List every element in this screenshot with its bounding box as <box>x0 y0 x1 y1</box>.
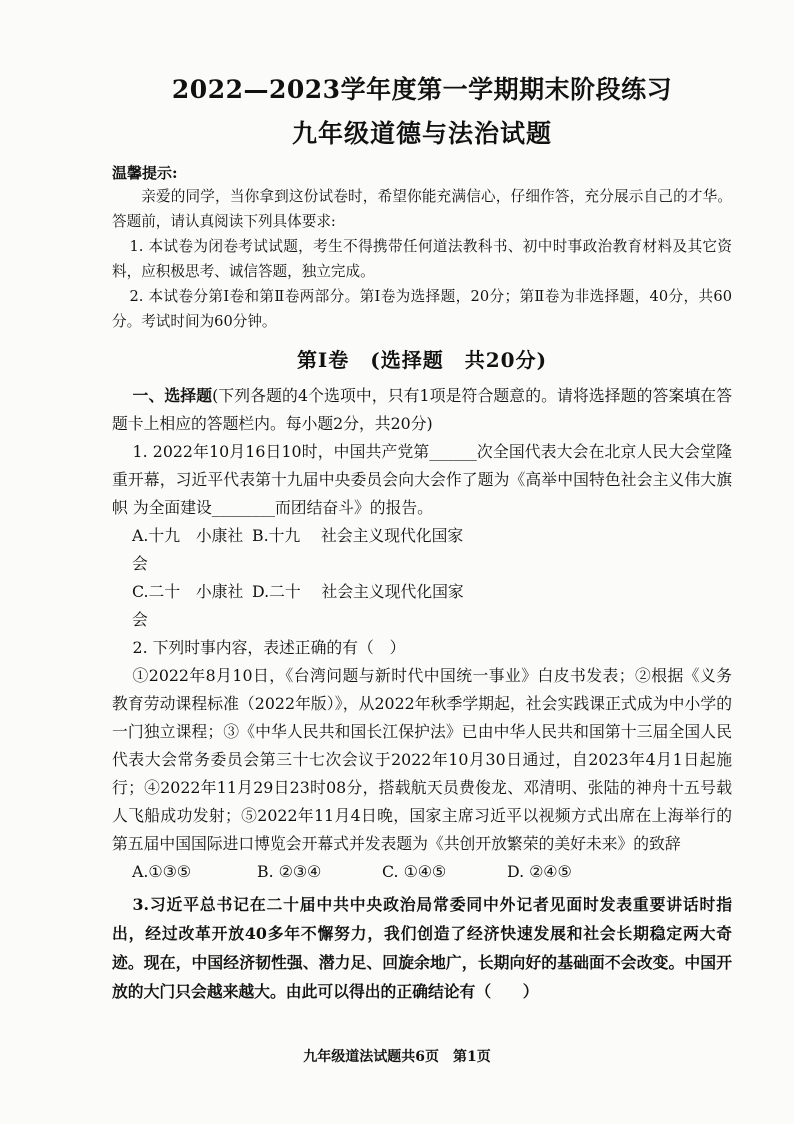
question-2 <box>112 634 732 886</box>
instruction-label: 一、选择题 <box>132 386 213 405</box>
option-c: C. ①④⑤ <box>382 862 447 881</box>
tips-item-2: 2. 本试卷分第Ⅰ卷和第Ⅱ卷两部分。第Ⅰ卷为选择题，20分；第Ⅱ卷为非选择题，40分，共60分。考试时间为60分钟。 <box>112 288 732 330</box>
option-a: A.十九 小康社会 <box>132 526 244 573</box>
question-2-options <box>112 858 732 886</box>
question-1 <box>112 438 732 634</box>
question-1-options <box>112 522 732 634</box>
option-b: B. ②③④ <box>257 862 322 881</box>
option-d: D. ②④⑤ <box>507 862 572 881</box>
tips-intro: 亲爱的同学，当你拿到这份试卷时，希望你能充满信心，仔细作答，充分展示自己的才华。答题前，请认真阅读下列具体要求: <box>112 188 732 230</box>
option-d: D.二十 社会主义现代化国家 <box>252 582 464 601</box>
tips-block <box>112 162 732 334</box>
question-2-body: ①2022年8月10日，《台湾问题与新时代中国统一事业》白皮书发表；②根据《义务教育劳动课程标准（2022年版）》，从2022年秋季学期起，社会实践课正式成为中小学的一门独立课程；③《中华人民共和国长江保护法》已由中华人民共和国第十三届全国人民代表大会常务委员会第三十七次会议于2022年10月30日通过，自2023年4月1日起施行；④2022年11月29日23时08分，搭载航天员费俊龙、邓清明、张陆的神舟十五号载人飞船成功发射；⑤2022年11月4日晚，国家主席习近平以视频方式出席在上海举行的第五届中国国际进口博览会开幕式并发表题为《共创开放繁荣的美好未来》的致辞 <box>112 666 732 853</box>
question-2-stem: 2. 下列时事内容，表述正确的有（ ） <box>132 638 406 657</box>
instruction-text: (下列各题的4个选项中，只有1项是符合题意的。请将选择题的答案填在答题卡上相应的答题栏内。每小题2分，共20分) <box>112 386 732 433</box>
question-3 <box>112 890 732 1006</box>
section-title: 第Ⅰ卷 (选择题 共20分) <box>296 348 548 372</box>
tips-heading: 温馨提示: <box>112 164 178 182</box>
page-footer: 九年级道法试题共6页 第1页 <box>303 1049 491 1065</box>
tips-item-1: 1. 本试卷为闭卷考试试题，考生不得携带任何道法教科书、初中时事政治教育材料及其它资料，应积极思考、诚信答题，独立完成。 <box>112 238 732 280</box>
option-b: B.十九 社会主义现代化国家 <box>252 526 464 545</box>
question-1-stem: 1. 2022年10月16日10时，中国共产党第______次全国代表大会在北京人民大会堂隆重开幕，习近平代表第十九届中央委员会向大会作了题为《高举中国特色社会主义伟大旗帜 为全面建设________而团结奋斗》的报告。 <box>112 442 732 517</box>
option-c: C.二十 小康社会 <box>132 582 244 629</box>
question-3-stem: 3.习近平总书记在二十届中共中央政治局常委同中外记者见面时发表重要讲话时指出，经过改革开放40多年不懈努力，我们创造了经济快速发展和社会长期稳定两大奇迹。现在，中国经济韧性强、潜力足、回旋余地广，长期向好的基础面不会改变。中国开放的大门只会越来越大。由此可以得出的正确结论有（ ） <box>112 895 732 1001</box>
exam-subtitle: 九年级道德与法治试题 <box>291 119 552 148</box>
option-a: A.①③⑤ <box>132 862 191 881</box>
exam-title: 2022—2023学年度第一学期期末阶段练习 <box>171 75 673 104</box>
section-instruction <box>112 382 732 438</box>
